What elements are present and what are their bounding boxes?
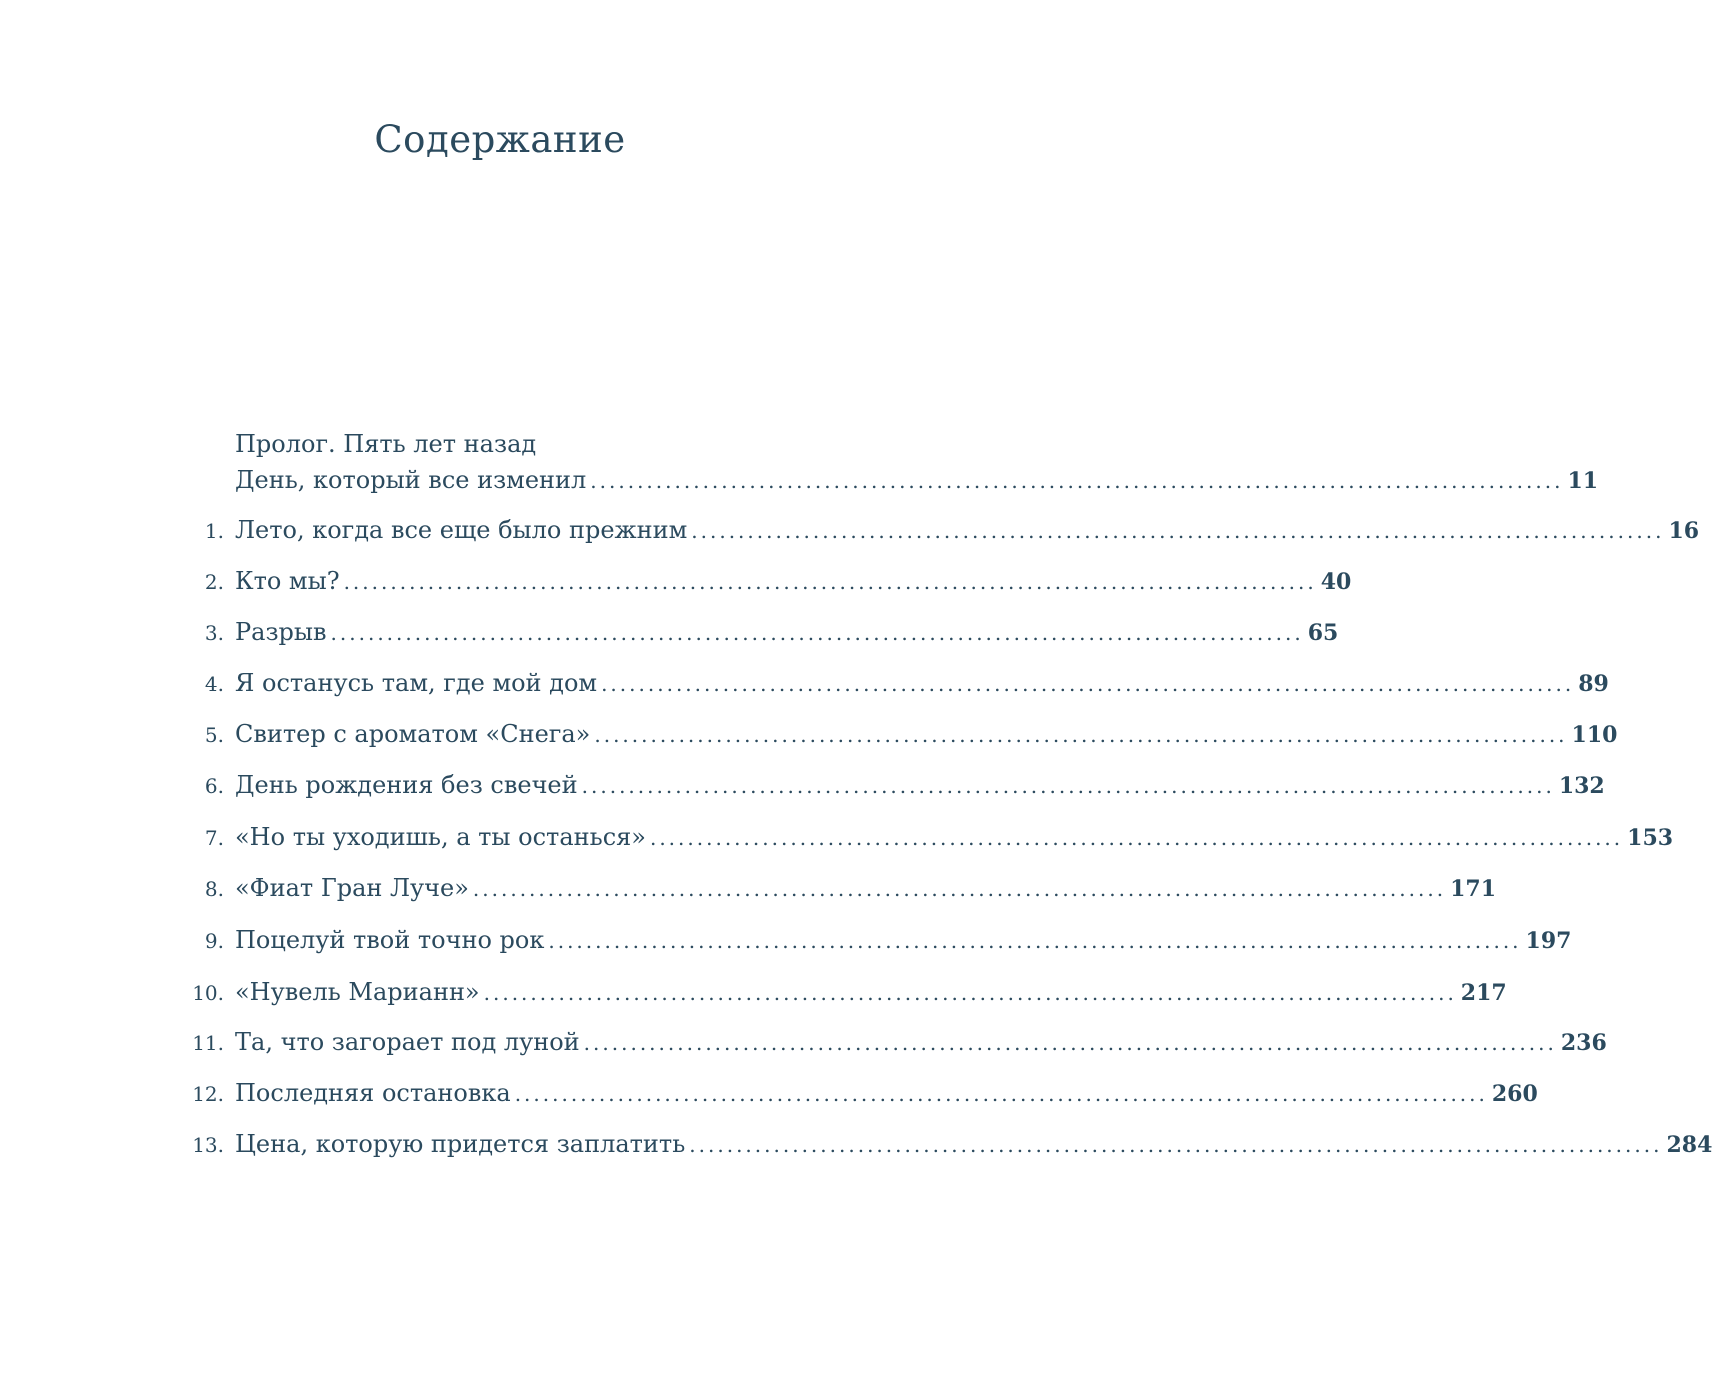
toc-title: День, который все изменил [235,466,587,494]
toc-number: 10. [192,981,224,1005]
toc-leader: ........................................................................................................ [483,981,1457,1005]
toc-entry-7[interactable] [190,819,1674,855]
toc-page-number: 89 [1578,671,1609,697]
toc-page-number: 110 [1571,722,1618,748]
toc-title: Кто мы? [235,567,340,595]
toc-entry-12[interactable] [190,1075,1538,1111]
toc-number: 3. [204,621,224,645]
toc-entry-8[interactable] [190,870,1497,906]
toc-title: «Фиат Гран Луче» [235,874,469,902]
toc-page-number: 260 [1491,1081,1538,1107]
toc-title: Свитер с ароматом «Снега» [235,720,591,748]
toc-leader: ........................................................................................................ [691,519,1665,543]
toc-number: 1. [204,519,224,543]
toc-page-number: 217 [1460,980,1507,1006]
toc-leader: ........................................................................................................ [594,723,1568,747]
toc-title: Лето, когда все еще было прежним [235,516,688,544]
toc-page-number: 236 [1560,1030,1607,1056]
toc-number: 4. [204,672,224,696]
toc-title: Разрыв [235,618,327,646]
toc-number: 8. [204,877,224,901]
toc-leader: ........................................................................................................ [581,774,1555,798]
toc-leader: ........................................................................................................ [330,621,1304,645]
toc-page-number: 65 [1307,620,1339,646]
toc-number: 5. [204,723,224,747]
toc-leader: ........................................................................................................ [472,877,1447,901]
toc-page-number: 153 [1627,825,1674,851]
toc-leader: ........................................................................................................ [590,469,1564,493]
toc-title: Поцелуй твой точно рок [235,926,545,954]
toc-page-number: 197 [1525,928,1572,954]
toc-number: 2. [204,570,224,594]
toc-entry-6[interactable] [190,767,1605,803]
toc-page-number: 171 [1450,876,1497,902]
toc-entry-prologue[interactable] [190,462,1599,498]
toc-leader: ........................................................................................................ [548,929,1522,953]
toc-leader: ........................................................................................................ [583,1031,1557,1055]
toc-leader: ........................................................................................................ [649,826,1624,850]
toc-page-number: 132 [1558,773,1605,799]
toc-page-number: 40 [1320,569,1352,595]
prologue-heading: Пролог. Пять лет назад [235,430,537,458]
toc-title: День рождения без свечей [235,771,578,799]
toc-entry-5[interactable] [190,716,1618,752]
toc-entry-2[interactable] [190,563,1352,599]
toc-entry-1[interactable] [190,512,1700,548]
toc-title: «Но ты уходишь, а ты останься» [235,823,646,851]
toc-title: Та, что загорает под луной [235,1028,580,1056]
toc-entry-13[interactable] [190,1126,1712,1162]
toc-number: 11. [192,1031,224,1055]
toc-title: «Нувель Марианн» [235,978,480,1006]
toc-number: 13. [192,1133,224,1157]
toc-number: 6. [204,774,224,798]
toc-leader: ........................................................................................................ [343,570,1317,594]
toc-page-number: 284 [1666,1132,1712,1158]
toc-leader: ........................................................................................................ [689,1133,1663,1157]
toc-entry-9[interactable] [190,922,1572,958]
toc-entry-11[interactable] [190,1024,1607,1060]
toc-entry-10[interactable] [190,974,1507,1010]
page-title: Содержание [374,118,626,161]
toc-entry-3[interactable] [190,614,1339,650]
toc-leader: ........................................................................................................ [601,672,1575,696]
toc-leader: ........................................................................................................ [514,1082,1488,1106]
toc-number: 12. [192,1082,224,1106]
toc-entry-4[interactable] [190,665,1609,701]
toc-page-number: 11 [1567,468,1599,494]
toc-page-number: 16 [1668,518,1700,544]
toc-number: 7. [204,826,224,850]
toc-title: Я останусь там, где мой дом [235,669,598,697]
toc-title: Цена, которую придется заплатить [235,1130,686,1158]
toc-title: Последняя остановка [235,1079,511,1107]
toc-number: 9. [204,929,224,953]
